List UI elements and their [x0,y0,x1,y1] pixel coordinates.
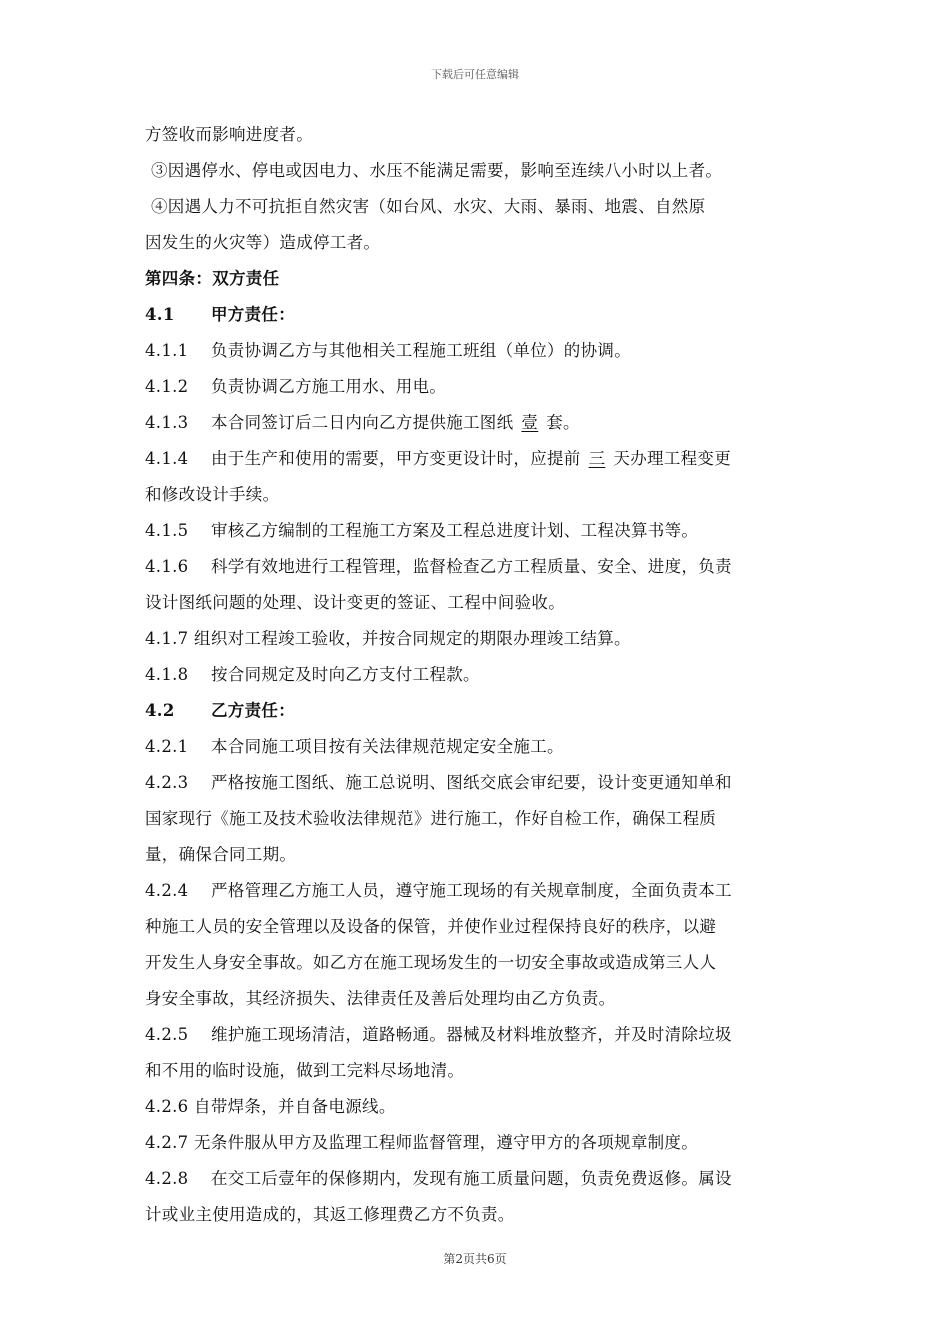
clause-text: 本合同施工项目按有关法律规范规定安全施工。 [211,737,564,756]
page-header: 下载后可任意编辑 [431,68,519,81]
clause-number: 4.1.6 [145,557,189,576]
paragraph-line: 因发生的火灾等）造成停工者。 [145,233,381,252]
clause-line [145,1161,809,1197]
clause-line: 4.1.7 组织对工程竣工验收，并按合同规定的期限办理竣工结算。 [145,629,631,648]
section-heading: 第四条：双方责任 [145,269,280,288]
clause-text: 负责协调乙方施工用水、用电。 [211,377,447,396]
clause-number: 4.2.5 [145,1025,189,1044]
clause-line [145,765,809,801]
filled-blank: 壹 [521,413,539,432]
clause-number: 4.1 [145,305,175,324]
paragraph-line: 国家现行《施工及技术验收法律规范》进行施工，作好自检工作，确保工程质 [145,809,717,828]
clause-line [145,1017,809,1053]
clause-line [145,873,809,909]
clause-number: 4.1.4 [145,449,189,468]
subsection-heading [145,297,809,333]
paragraph-line: 量，确保合同工期。 [145,845,297,864]
clause-number: 4.1.8 [145,665,189,684]
clause-text: 由于生产和使用的需要，甲方变更设计时，应提前 [211,449,581,468]
clause-number: 4.2.4 [145,881,189,900]
subsection-heading [145,693,809,729]
filled-blank: 三 [588,449,606,468]
clause-line [145,405,809,441]
paragraph-line: ③因遇停水、停电或因电力、水压不能满足需要，影响至连续八小时以上者。 [151,161,723,180]
paragraph-line: 和修改设计手续。 [145,485,280,504]
clause-line [145,657,809,693]
clause-text: 在交工后壹年的保修期内，发现有施工质量问题，负责免费返修。属设 [211,1169,732,1188]
clause-text: 严格按施工图纸、施工总说明、图纸交底会审纪要，设计变更通知单和 [211,773,732,792]
clause-text: 维护施工现场清洁，道路畅通。器械及材料堆放整齐，并及时清除垃圾 [211,1025,732,1044]
clause-number: 4.1.5 [145,521,189,540]
clause-number: 4.2.3 [145,773,189,792]
paragraph-line: ④因遇人力不可抗拒自然灾害（如台风、水灾、大雨、暴雨、地震、自然原 [151,197,706,216]
clause-number: 4.1.2 [145,377,189,396]
clause-text: 严格管理乙方施工人员，遵守施工现场的有关规章制度，全面负责本工 [211,881,732,900]
clause-number: 4.2.1 [145,737,189,756]
paragraph-line: 身安全事故，其经济损失、法律责任及善后处理均由乙方负责。 [145,989,616,1008]
paragraph-line: 开发生人身安全事故。如乙方在施工现场发生的一切安全事故或造成第三人人 [145,953,717,972]
clause-line: 4.2.6 自带焊条，并自备电源线。 [145,1097,396,1116]
clause-number: 4.1.3 [145,413,189,432]
clause-line [145,513,809,549]
clause-line [145,333,809,369]
clause-text: 套。 [546,413,580,432]
clause-number: 4.1.1 [145,341,189,360]
clause-text: 按合同规定及时向乙方支付工程款。 [211,665,480,684]
clause-text: 审核乙方编制的工程施工方案及工程总进度计划、工程决算书等。 [211,521,699,540]
clause-title: 乙方责任： [211,701,295,720]
clause-text: 天办理工程变更 [613,449,732,468]
paragraph-line: 设计图纸问题的处理、设计变更的签证、工程中间验收。 [145,593,565,612]
clause-line [145,729,809,765]
clause-number: 4.2.8 [145,1169,189,1188]
clause-line [145,441,809,477]
clause-line [145,369,809,405]
paragraph-line: 方签收而影响进度者。 [145,125,313,144]
page-footer: 第2页共6页 [443,1252,507,1266]
clause-line: 4.2.7 无条件服从甲方及监理工程师监督管理，遵守甲方的各项规章制度。 [145,1133,699,1152]
paragraph-line: 种施工人员的安全管理以及设备的保管，并使作业过程保持良好的秩序，以避 [145,917,717,936]
clause-text: 本合同签订后二日内向乙方提供施工图纸 [211,413,514,432]
clause-line [145,549,809,585]
clause-title: 甲方责任： [211,305,295,324]
document-body [145,117,809,1233]
paragraph-line: 计或业主使用造成的，其返工修理费乙方不负责。 [145,1205,515,1224]
clause-number: 4.2 [145,701,175,720]
clause-text: 负责协调乙方与其他相关工程施工班组（单位）的协调。 [211,341,631,360]
clause-text: 科学有效地进行工程管理，监督检查乙方工程质量、安全、进度，负责 [211,557,732,576]
paragraph-line: 和不用的临时设施，做到工完料尽场地清。 [145,1061,465,1080]
